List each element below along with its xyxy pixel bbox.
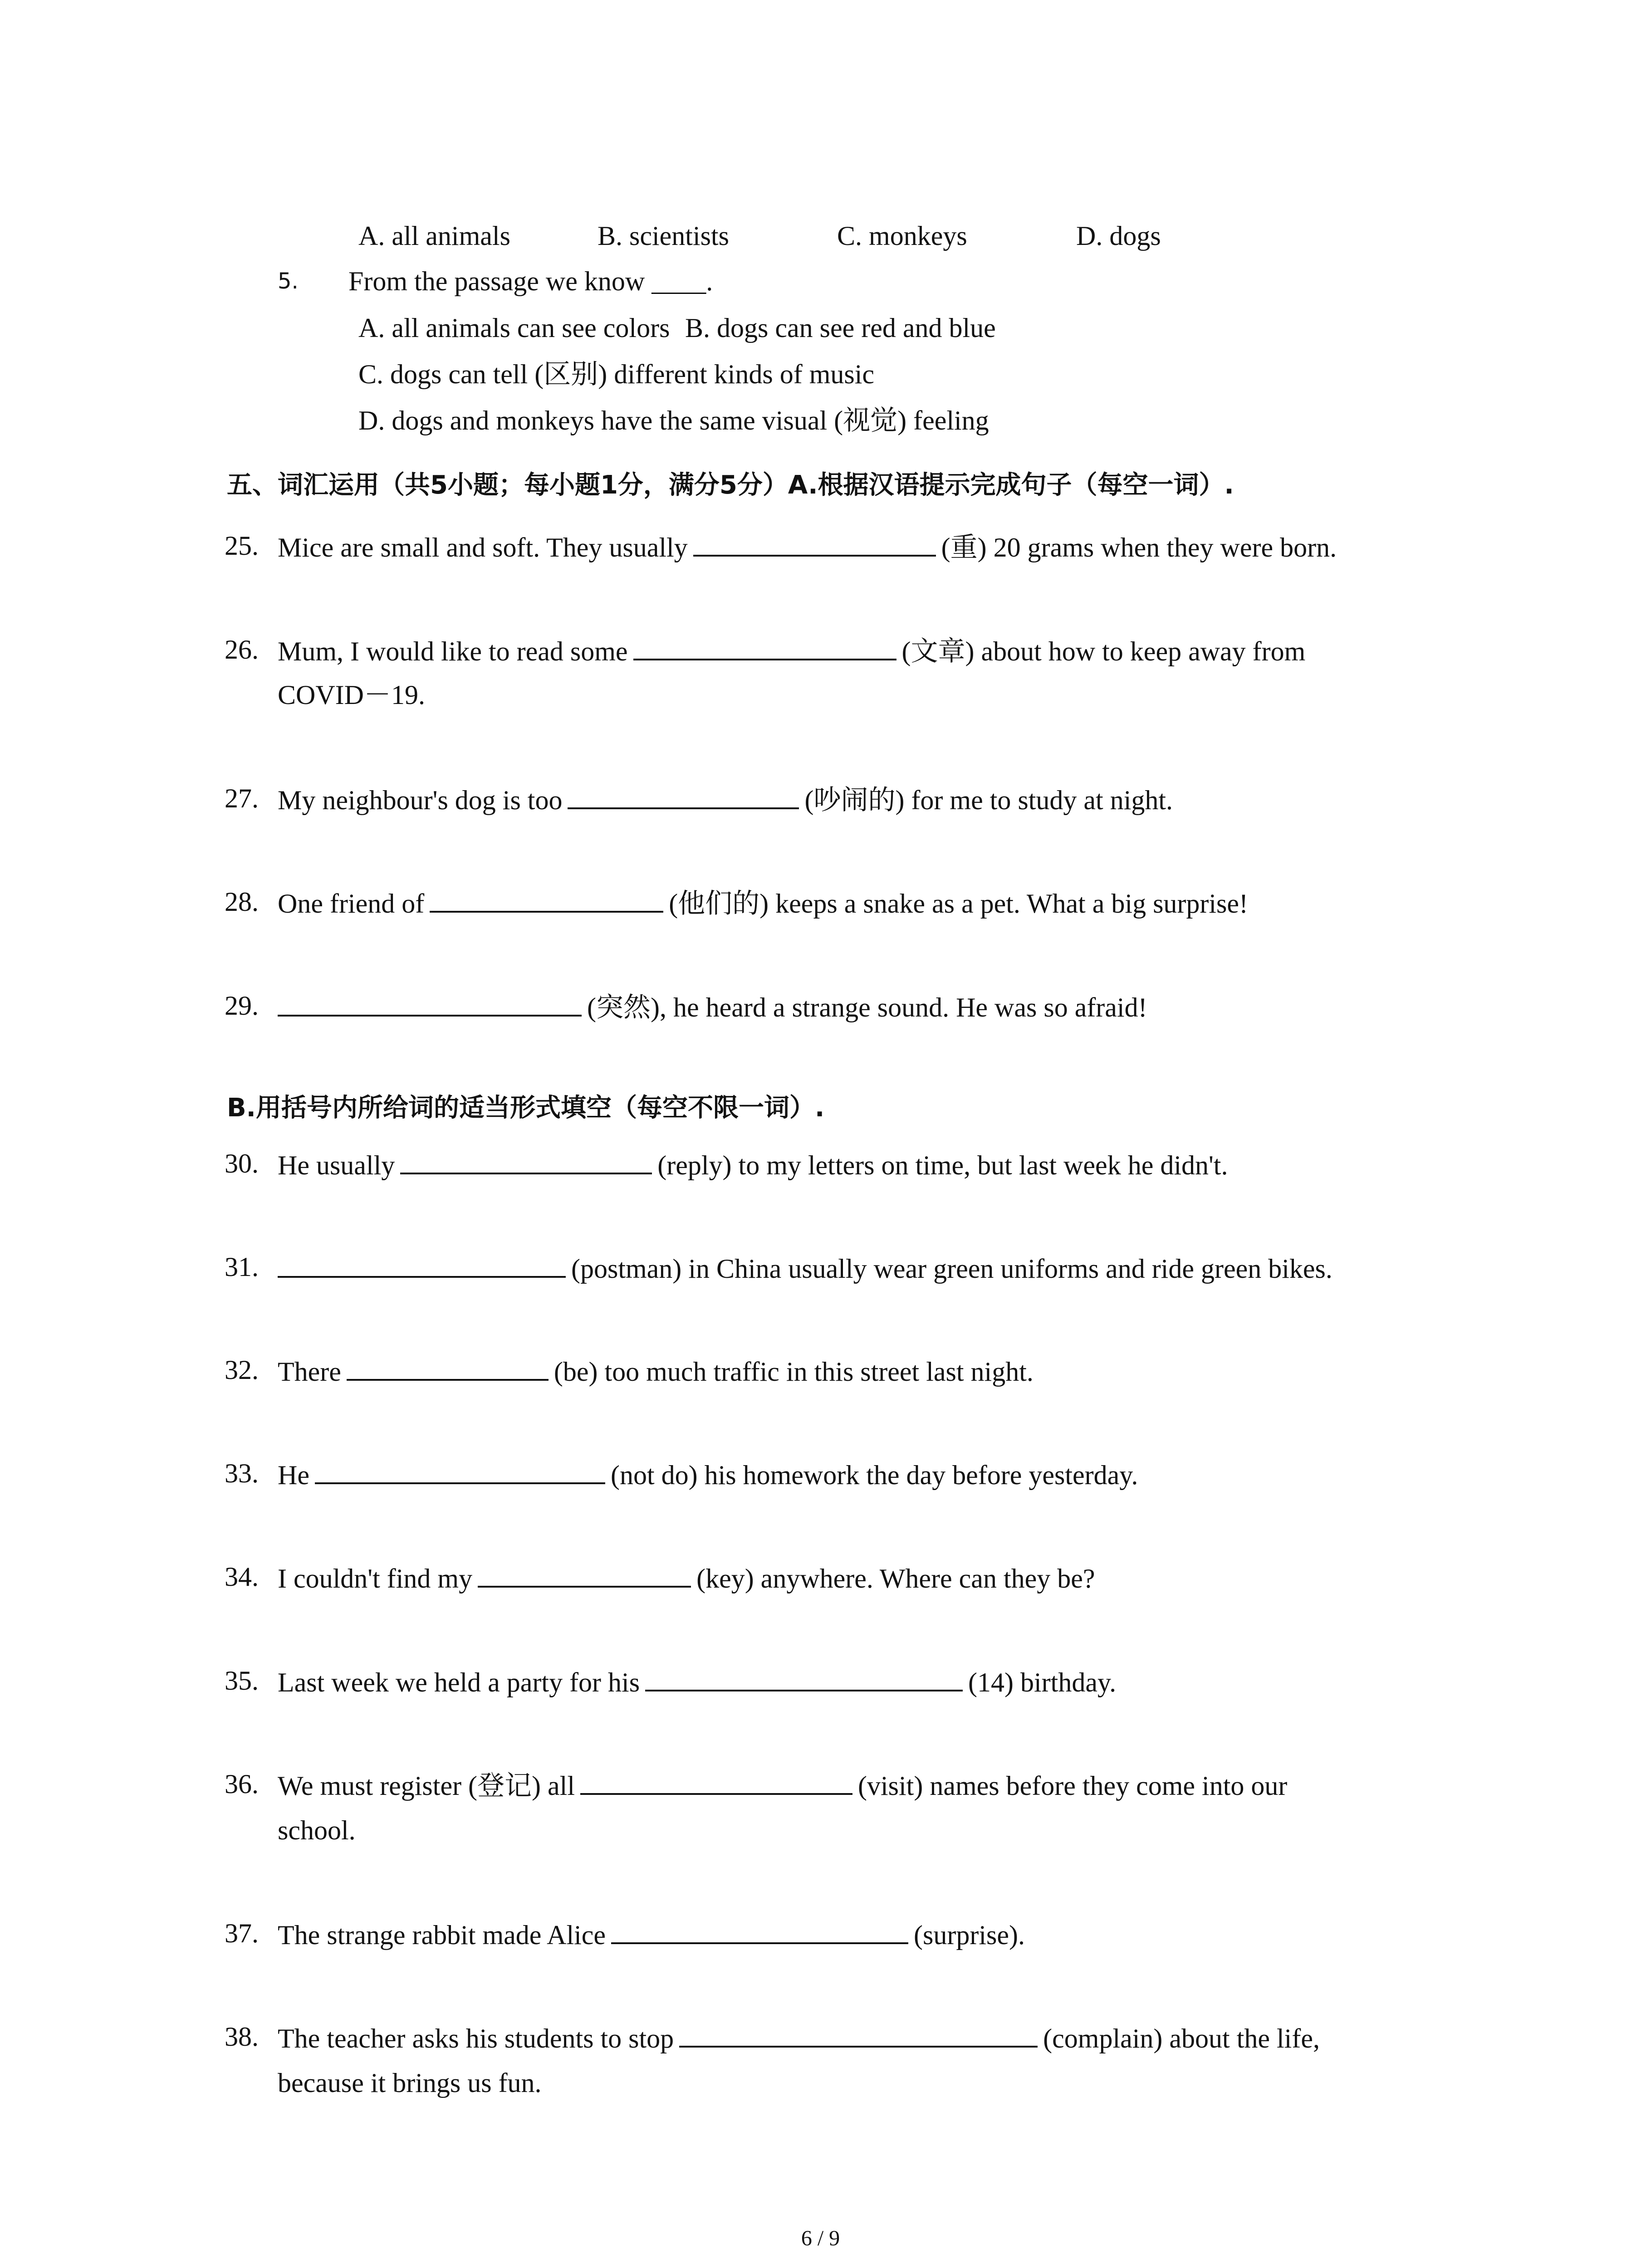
question-text: (文章) about how to keep away from [901, 636, 1306, 666]
question-text: (key) anywhere. Where can they be? [696, 1564, 1095, 1593]
question-36 [278, 1766, 1287, 1804]
question-32 [278, 1352, 1034, 1390]
question-text: (reply) to my letters on time, but last week he didn't. [657, 1150, 1228, 1180]
question-number: 31. [225, 1252, 259, 1282]
question-number: 29. [225, 991, 259, 1021]
question-25 [278, 528, 1337, 566]
q5-option-a: A. all animals can see colors [358, 313, 670, 343]
q4-option-c: C. monkeys [837, 221, 967, 251]
question-number: 28. [225, 887, 259, 917]
q5-stem: From the passage we know ____. [348, 266, 713, 296]
question-29 [278, 987, 1147, 1026]
q5-number: 5. [278, 269, 299, 294]
answer-blank[interactable] [430, 884, 663, 913]
question-31 [278, 1249, 1332, 1287]
question-text: Mum, I would like to read some [278, 636, 628, 666]
answer-blank[interactable] [633, 631, 896, 660]
question-text: (surprise). [914, 1920, 1025, 1950]
question-text: (他们的) keeps a snake as a pet. What a big surprise! [669, 889, 1249, 919]
answer-blank[interactable] [278, 987, 582, 1017]
section-heading-word-forms: B.用括号内所给词的适当形式填空（每空不限一词）. [227, 1093, 825, 1123]
question-text: I couldn't find my [278, 1564, 473, 1593]
question-text: One friend of [278, 889, 425, 919]
answer-blank[interactable] [478, 1559, 691, 1588]
answer-blank[interactable] [568, 780, 799, 809]
question-number: 34. [225, 1562, 259, 1592]
question-text: He usually [278, 1150, 395, 1180]
answer-blank[interactable] [278, 1249, 566, 1278]
question-number: 37. [225, 1918, 259, 1948]
question-text: (吵闹的) for me to study at night. [804, 785, 1173, 815]
answer-blank[interactable] [645, 1662, 963, 1691]
question-text: (突然), he heard a strange sound. He was so afraid! [587, 992, 1147, 1022]
question-text: (重) 20 grams when they were born. [941, 533, 1337, 562]
question-37 [278, 1915, 1025, 1953]
page-number: 6 / 9 [801, 2226, 840, 2250]
answer-blank[interactable] [679, 2019, 1038, 2048]
q5-option-d: D. dogs and monkeys have the same visual (视觉) feeling [358, 406, 989, 435]
question-text: (complain) about the life, [1043, 2024, 1320, 2053]
question-number: 30. [225, 1149, 259, 1178]
question-number: 25. [225, 531, 259, 561]
question-30 [278, 1145, 1228, 1183]
question-text: My neighbour's dog is too [278, 785, 563, 815]
question-number: 27. [225, 783, 259, 813]
question-number: 33. [225, 1458, 259, 1488]
question-text: The teacher asks his students to stop [278, 2024, 674, 2053]
question-33 [278, 1455, 1138, 1493]
answer-blank[interactable] [400, 1145, 652, 1174]
question-text: (postman) in China usually wear green uniforms and ride green bikes. [571, 1254, 1332, 1284]
question-continuation: because it brings us fun. [278, 2068, 542, 2098]
answer-blank[interactable] [315, 1455, 605, 1484]
q5-option-b: B. dogs can see red and blue [685, 313, 996, 343]
question-text: (not do) his homework the day before yesterday. [610, 1460, 1138, 1490]
question-continuation: school. [278, 1815, 356, 1845]
q5-option-c: C. dogs can tell (区别) different kinds of music [358, 359, 875, 389]
question-number: 38. [225, 2022, 259, 2052]
question-26 [278, 631, 1305, 670]
q4-option-a: A. all animals [358, 221, 510, 251]
answer-blank[interactable] [347, 1352, 549, 1381]
question-38 [278, 2019, 1320, 2057]
question-27 [278, 780, 1173, 818]
question-text: We must register (登记) all [278, 1771, 575, 1801]
question-text: Last week we held a party for his [278, 1667, 640, 1697]
answer-blank[interactable] [611, 1915, 908, 1944]
question-28 [278, 884, 1248, 922]
question-34 [278, 1559, 1095, 1597]
question-text: The strange rabbit made Alice [278, 1920, 606, 1950]
q4-option-b: B. scientists [598, 221, 730, 251]
question-number: 35. [225, 1666, 259, 1696]
question-text: (14) birthday. [968, 1667, 1117, 1697]
section-heading-vocabulary: 五、词汇运用（共5小题；每小题1分，满分5分）A.根据汉语提示完成句子（每空一词）. [227, 470, 1234, 500]
question-continuation: COVID－19. [278, 680, 425, 710]
answer-blank[interactable] [580, 1766, 852, 1795]
question-number: 36. [225, 1769, 259, 1799]
question-text: There [278, 1357, 341, 1387]
question-number: 32. [225, 1355, 259, 1385]
q4-option-d: D. dogs [1076, 221, 1161, 251]
question-text: He [278, 1460, 309, 1490]
question-text: Mice are small and soft. They usually [278, 533, 688, 562]
question-text: (be) too much traffic in this street last night. [554, 1357, 1034, 1387]
question-text: (visit) names before they come into our [858, 1771, 1288, 1801]
answer-blank[interactable] [693, 528, 936, 557]
question-number: 26. [225, 635, 259, 665]
question-35 [278, 1662, 1116, 1701]
